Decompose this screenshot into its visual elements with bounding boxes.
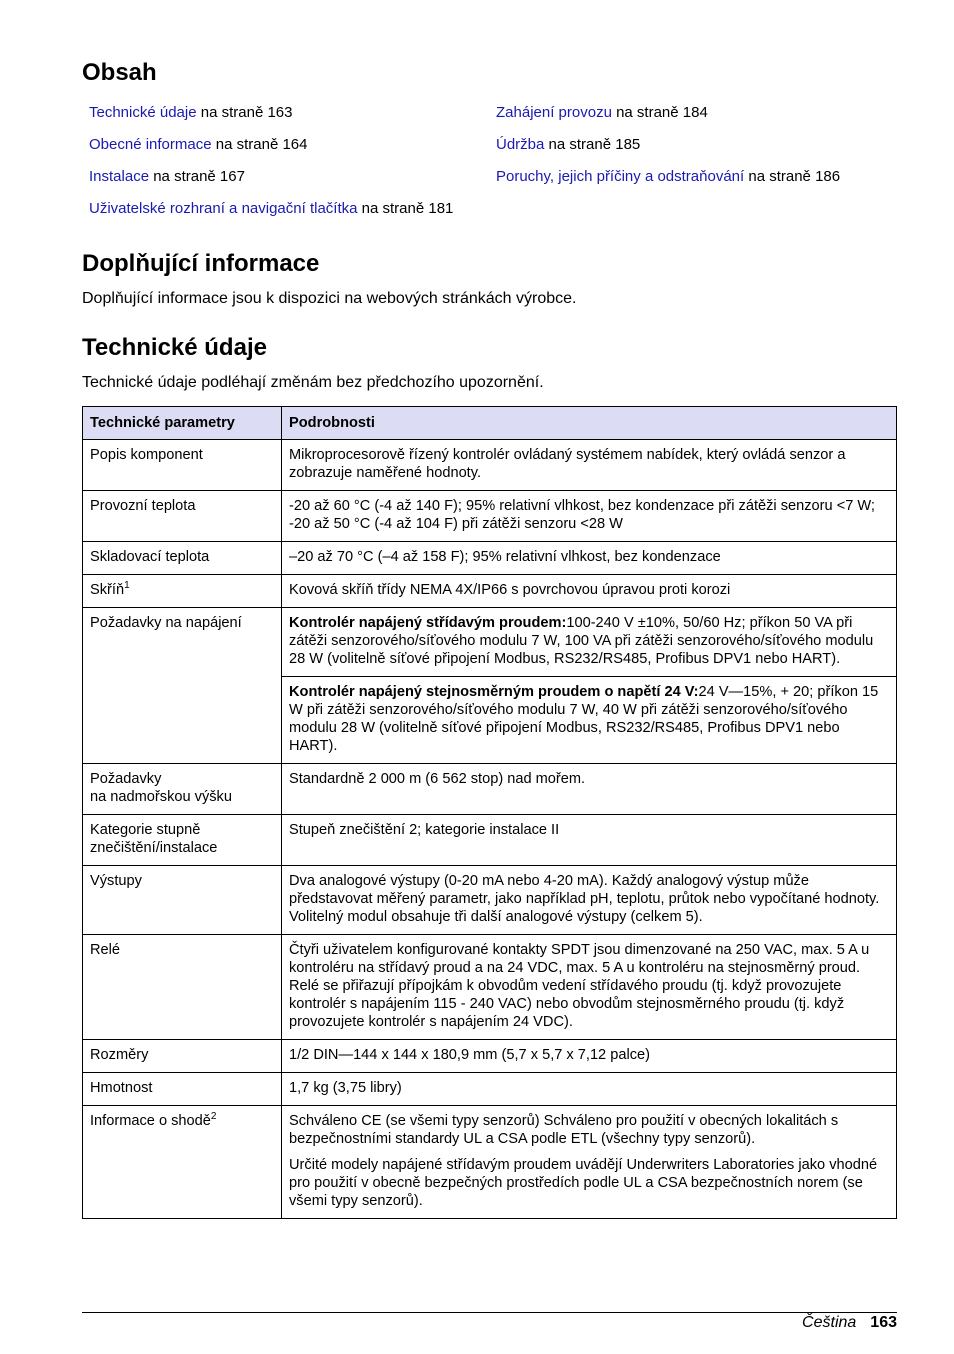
toc-page-ref: na straně 181 xyxy=(357,200,454,217)
details-text: Standardně 2 000 m (6 562 stop) nad mořem. xyxy=(289,771,586,787)
details-cell xyxy=(282,1073,897,1106)
specs-table xyxy=(82,406,897,1219)
table-header-row xyxy=(83,407,897,440)
page-footer xyxy=(802,1313,897,1333)
details-text: 1,7 kg (3,75 libry) xyxy=(289,1080,402,1096)
toc-link[interactable]: Údržba xyxy=(496,136,545,153)
additional-info-title: Doplňující informace xyxy=(82,250,320,277)
details-text: Kovová skříň třídy NEMA 4X/IP66 s povrchovou úpravou proti korozi xyxy=(289,582,731,598)
footnote-marker: 2 xyxy=(210,1111,217,1123)
table-row xyxy=(83,491,897,542)
details-cell xyxy=(282,935,897,1040)
details-bold-label: Kontrolér napájený stejnosměrným proudem o napětí 24 V: xyxy=(289,684,699,700)
footnote-marker: 1 xyxy=(124,580,130,592)
toc-entry xyxy=(89,104,292,121)
toc-entry xyxy=(496,168,840,185)
toc-link[interactable]: Obecné informace xyxy=(89,136,212,153)
details-paragraph: Určité modely napájené střídavým proudem uvádějí Underwriters Laboratories jako vhodné pro použití v obecně bezpečných prostředích podle UL a CSA bezpečnostních norem (se všemi typy senzorů). xyxy=(289,1157,878,1209)
details-text: Dva analogové výstupy (0-20 mA nebo 4-20 mA). Každý analogový výstup může představovat měřený parametr, jako například pH, teplotu, průtok nebo vypočítané hodnoty. Volitelný modul obsahuje tři další analogové výstupy (celkem 5). xyxy=(289,873,880,925)
details-text: –20 až 70 °C (–4 až 158 F); 95% relativní vlhkost, bez kondenzace xyxy=(289,549,721,565)
details-text: Čtyři uživatelem konfigurované kontakty SPDT jsou dimenzované na 250 VAC, max. 5 A u kontroléru na střídavý proud a na 24 VDC, max. 5 A u kontroléru na stejnosměrný proud. Relé se přiřazují přípojkám k obvodům vedení střídavého proudu (tj. když provozujete kontrolér s napájením 115 - 240 VAC) nebo obvodům stejnosměrného proudu (tj. když provozujete kontrolér s napájením 24 VDC). xyxy=(289,942,870,1030)
param-cell xyxy=(83,1073,282,1106)
toc-page-ref: na straně 167 xyxy=(149,168,245,185)
param-label: Požadavky na napájení xyxy=(90,615,242,631)
header-details: Podrobnosti xyxy=(282,407,897,440)
param-label: Relé xyxy=(90,942,121,958)
details-text: 1/2 DIN—144 x 144 x 180,9 mm (5,7 x 5,7 x 7,12 palce) xyxy=(289,1047,650,1063)
table-row xyxy=(83,1040,897,1073)
toc-page-ref: na straně 163 xyxy=(196,104,293,121)
details-cell xyxy=(282,608,897,677)
header-parameters: Technické parametry xyxy=(83,407,282,440)
param-cell xyxy=(83,815,282,866)
toc-link[interactable]: Technické údaje xyxy=(89,104,197,121)
param-cell xyxy=(83,1040,282,1073)
toc-entry xyxy=(496,104,708,121)
toc-page-ref: na straně 184 xyxy=(611,104,708,121)
details-cell xyxy=(282,815,897,866)
details-cell xyxy=(282,1106,897,1219)
footer-language: Čeština xyxy=(802,1314,857,1331)
table-row xyxy=(83,1073,897,1106)
details-paragraph: Schváleno CE (se všemi typy senzorů) Schváleno pro použití v obecných lokalitách s bezpečnostními standardy UL a CSA podle ETL (všechny typy senzorů). xyxy=(289,1113,839,1147)
param-cell xyxy=(83,935,282,1040)
param-label: Skladovací teplota xyxy=(90,549,210,565)
toc-link[interactable]: Uživatelské rozhraní a navigační tlačítka xyxy=(89,200,358,217)
footer-divider xyxy=(82,1312,897,1313)
table-row xyxy=(83,866,897,935)
details-cell xyxy=(282,764,897,815)
table-row xyxy=(83,815,897,866)
additional-info-text: Doplňující informace jsou k dispozici na webových stránkách výrobce. xyxy=(82,290,577,307)
details-text: 24 V—15%, + 20; příkon 15 W při zátěži senzorového/síťového modulu 7 W, 40 W při zátěži senzorového/síťového modulu 28 W (volitelně síťové připojení Modbus, RS232/RS485, Profibus DPV1 nebo HART). xyxy=(289,684,879,754)
toc-entry xyxy=(89,200,453,217)
toc-link[interactable]: Zahájení provozu xyxy=(496,104,612,121)
param-label: Rozměry xyxy=(90,1047,149,1063)
details-cell xyxy=(282,1040,897,1073)
toc-entry xyxy=(89,136,307,153)
param-cell xyxy=(83,542,282,575)
specs-intro: Technické údaje podléhají změnám bez předchozího upozornění. xyxy=(82,374,544,391)
param-label: Informace o shodě xyxy=(90,1113,211,1129)
details-text: Stupeň znečištění 2; kategorie instalace II xyxy=(289,822,560,838)
details-cell xyxy=(282,866,897,935)
toc-link[interactable]: Poruchy, jejich příčiny a odstraňování xyxy=(496,168,745,185)
param-cell xyxy=(83,575,282,608)
param-cell xyxy=(83,440,282,491)
details-text xyxy=(289,1112,889,1210)
param-label: Skříň xyxy=(90,582,125,598)
param-label: Provozní teplota xyxy=(90,498,196,514)
details-cell xyxy=(282,542,897,575)
toc-entry xyxy=(89,168,245,185)
table-row xyxy=(83,575,897,608)
table-row xyxy=(83,1106,897,1219)
param-label: Požadavky na nadmořskou výšku xyxy=(90,771,232,805)
toc-page-ref: na straně 186 xyxy=(744,168,841,185)
details-cell xyxy=(282,677,897,764)
toc-link[interactable]: Instalace xyxy=(89,168,150,185)
table-row xyxy=(83,935,897,1040)
param-cell xyxy=(83,491,282,542)
table-row xyxy=(83,764,897,815)
toc-page-ref: na straně 164 xyxy=(211,136,308,153)
table-row xyxy=(83,608,897,677)
details-cell xyxy=(282,440,897,491)
details-bold-label: Kontrolér napájený střídavým proudem: xyxy=(289,615,567,631)
toc-page-ref: na straně 185 xyxy=(544,136,641,153)
table-row xyxy=(83,542,897,575)
details-text: 100-240 V ±10%, 50/60 Hz; příkon 50 VA při zátěži senzorového/síťového modulu 7 W, 100 VA při zátěži senzorového/síťového modulu 28 W (volitelně síťové připojení Modbus, RS232/RS485, Profibus DPV1 nebo HART). xyxy=(289,615,874,667)
param-label: Hmotnost xyxy=(90,1080,153,1096)
specs-title: Technické údaje xyxy=(82,334,267,361)
toc-title: Obsah xyxy=(82,59,157,86)
param-cell xyxy=(83,764,282,815)
param-cell xyxy=(83,866,282,935)
page-number: 163 xyxy=(870,1314,897,1331)
details-cell xyxy=(282,491,897,542)
table-row xyxy=(83,440,897,491)
details-text: Mikroprocesorově řízený kontrolér ovládaný systémem nabídek, který ovládá senzor a zobrazuje naměřené hodnoty. xyxy=(289,447,846,481)
details-cell xyxy=(282,575,897,608)
param-cell xyxy=(83,1106,282,1219)
toc-entry xyxy=(496,136,640,153)
param-cell xyxy=(83,608,282,764)
param-label: Kategorie stupně znečištění/instalace xyxy=(90,822,218,856)
param-label: Popis komponent xyxy=(90,447,203,463)
param-label: Výstupy xyxy=(90,873,142,889)
details-text: -20 až 60 °C (-4 až 140 F); 95% relativní vlhkost, bez kondenzace při zátěži senzoru <7 W; -20 až 50 °C (-4 až 104 F) při zátěži senzoru <28 W xyxy=(289,498,875,532)
